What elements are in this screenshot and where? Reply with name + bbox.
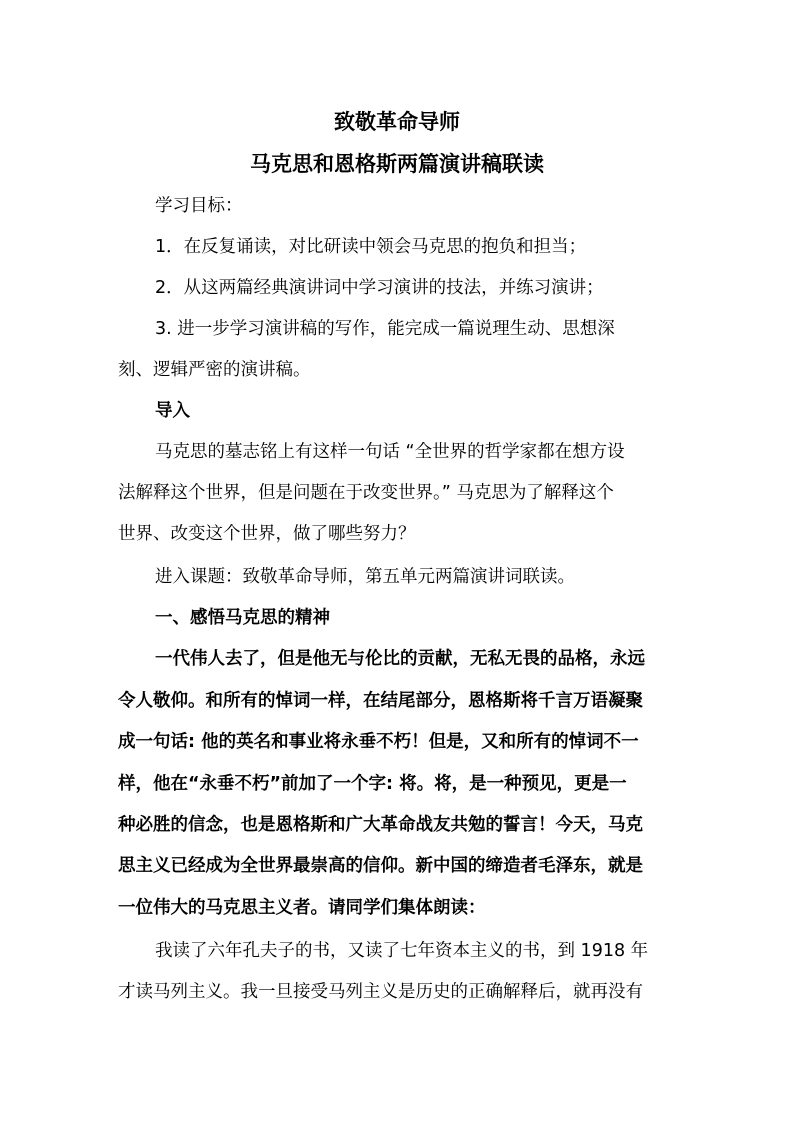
section1-paragraph-line: 成一句话: 他的英名和事业将永垂不朽！但是，又和所有的悼词不一 — [118, 732, 639, 752]
quote-paragraph-line: 才读马列主义。我一旦接受马列主义是历史的正确解释后，就再没有 — [118, 982, 643, 1002]
section1-paragraph-line: 种必胜的信念，也是恩格斯和广大革命战友共勉的誓言！今天，马克 — [118, 815, 643, 835]
objective-item: 1．在反复诵读，对比研读中领会马克思的抱负和担当； — [155, 237, 587, 257]
objective-item: 2．从这两篇经典演讲词中学习演讲的技法，并练习演讲； — [155, 278, 604, 298]
document-title: 致敬革命导师 — [334, 110, 460, 134]
document-subtitle: 马克思和恩格斯两篇演讲稿联读 — [250, 152, 544, 176]
quote-paragraph-line: 我读了六年孔夫子的书，又读了七年资本主义的书，到 1918 年 — [155, 941, 649, 961]
section1-paragraph-line: 令人敬仰。和所有的悼词一样，在结尾部分，恩格斯将千言万语凝聚 — [118, 691, 643, 711]
intro-heading: 导入 — [155, 401, 190, 421]
section1-paragraph-line: 一代伟人去了，但是他无与伦比的贡献，无私无畏的品格，永远 — [155, 649, 645, 669]
intro-paragraph-line: 马克思的墓志铭上有这样一句话 “全世界的哲学家都在想方设 — [155, 442, 625, 462]
intro-paragraph-line: 法解释这个世界，但是问题在于改变世界。” 马克思为了解释这个 — [118, 483, 614, 503]
section1-paragraph-line: 思主义已经成为全世界最崇高的信仰。新中国的缔造者毛泽东，就是 — [118, 856, 643, 876]
section1-paragraph-line: 一位伟大的马克思主义者。请同学们集体朗读： — [118, 898, 486, 918]
section1-paragraph-line: 样，他在“永垂不朽”前加了一个字: 将。将，是一种预见，更是一 — [118, 774, 627, 794]
objectives-heading: 学习目标： — [155, 196, 243, 216]
section1-heading: 一、感悟马克思的精神 — [155, 608, 330, 628]
intro-paragraph-line: 世界、改变这个世界，做了哪些努力？ — [118, 524, 416, 544]
objective-item: 3. 进一步学习演讲稿的写作，能完成一篇说理生动、思想深 — [155, 319, 615, 339]
objective-item-continued: 刻、逻辑严密的演讲稿。 — [118, 360, 311, 380]
lesson-line: 进入课题：致敬革命导师，第五单元两篇演讲词联读。 — [155, 567, 575, 587]
